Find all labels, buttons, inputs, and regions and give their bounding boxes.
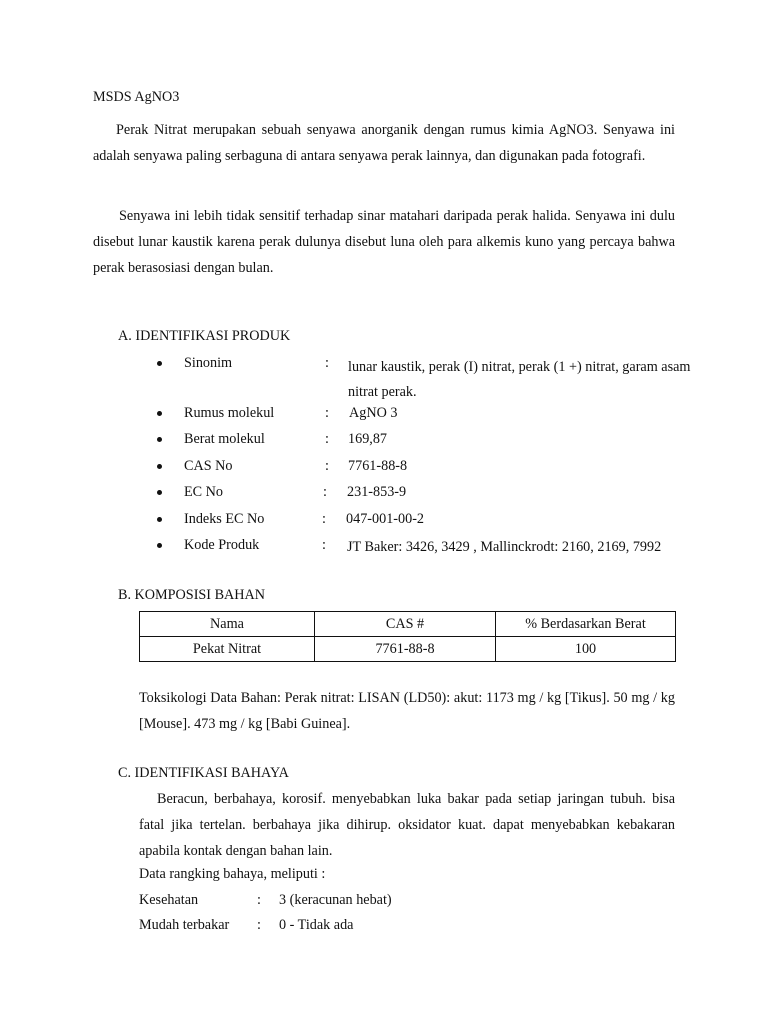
item-label: EC No	[184, 484, 224, 500]
item-value: 7761-88-8	[348, 458, 408, 474]
item-value: 169,87	[348, 431, 388, 447]
table-cell: 7761-88-8	[315, 637, 496, 662]
item-value: 231-853-9	[347, 484, 407, 500]
table-cell: 100	[496, 637, 676, 662]
item-value: JT Baker: 3426, 3429 , Mallinckrodt: 2160, 2169, 7992	[347, 539, 662, 555]
item-value-continuation: nitrat perak.	[348, 384, 417, 400]
item-label: Berat molekul	[184, 431, 265, 447]
rating-separator: :	[257, 917, 261, 933]
bullet-icon	[157, 490, 162, 495]
hazard-paragraph: Beracun, berbahaya, korosif. menyebabkan luka bakar pada setiap jaringan tubuh. bisa fatal jika tertelan. berbahaya jika dihirup. oksidator kuat. dapat menyebabkan kebakaran apabila kontak dengan bahan lain.	[139, 791, 675, 859]
item-separator: :	[325, 458, 329, 474]
intro-paragraph-1: Perak Nitrat merupakan sebuah senyawa anorganik dengan rumus kimia AgNO3. Senyawa ini adalah senyawa paling serbaguna di antara senyawa perak lainnya, dan digunakan pada fotografi.	[93, 122, 675, 164]
item-value: lunar kaustik, perak (I) nitrat, perak (1 +) nitrat, garam asam	[348, 359, 691, 375]
item-value: AgNO 3	[349, 405, 398, 421]
rating-value: 0 - Tidak ada	[279, 917, 354, 933]
section-b-heading: B. KOMPOSISI BAHAN	[118, 587, 266, 603]
table-header-cell: Nama	[140, 612, 315, 637]
item-separator: :	[322, 511, 326, 527]
bullet-icon	[157, 543, 162, 548]
intro-paragraph-2: Senyawa ini lebih tidak sensitif terhadap sinar matahari daripada perak halida. Senyawa ini dulu disebut lunar kaustik karena perak dulunya disebut luna oleh para alkemis kuno yang percaya bahwa perak berasosiasi dengan bulan.	[93, 208, 675, 276]
bullet-icon	[157, 411, 162, 416]
item-separator: :	[323, 484, 327, 500]
item-label: Kode Produk	[184, 537, 260, 553]
document-title: MSDS AgNO3	[93, 89, 180, 105]
rating-label: Kesehatan	[139, 892, 199, 908]
bullet-icon	[157, 464, 162, 469]
item-label: Rumus molekul	[184, 405, 275, 421]
table-row	[140, 637, 676, 662]
table-header-cell: CAS #	[315, 612, 496, 637]
rating-label: Mudah terbakar	[139, 917, 230, 933]
section-a-heading: A. IDENTIFIKASI PRODUK	[118, 328, 291, 344]
table-header-row	[140, 612, 676, 637]
section-c-heading: C. IDENTIFIKASI BAHAYA	[118, 765, 289, 781]
bullet-icon	[157, 361, 162, 366]
item-label: Indeks EC No	[184, 511, 265, 527]
rating-separator: :	[257, 892, 261, 908]
rating-intro: Data rangking bahaya, meliputi :	[139, 866, 326, 882]
item-label: CAS No	[184, 458, 233, 474]
rating-value: 3 (keracunan hebat)	[279, 892, 392, 908]
item-label: Sinonim	[184, 355, 233, 371]
item-separator: :	[325, 355, 329, 371]
toxicology-paragraph: Toksikologi Data Bahan: Perak nitrat: LISAN (LD50): akut: 1173 mg / kg [Tikus]. 50 mg / kg [Mouse]. 473 mg / kg [Babi Guinea].	[139, 690, 675, 732]
item-separator: :	[322, 537, 326, 553]
item-separator: :	[325, 405, 329, 421]
table-header-cell: % Berdasarkan Berat	[496, 612, 676, 637]
bullet-icon	[157, 437, 162, 442]
item-value: 047-001-00-2	[346, 511, 425, 527]
composition-table	[139, 611, 676, 662]
bullet-icon	[157, 517, 162, 522]
item-separator: :	[325, 431, 329, 447]
table-cell: Pekat Nitrat	[140, 637, 315, 662]
